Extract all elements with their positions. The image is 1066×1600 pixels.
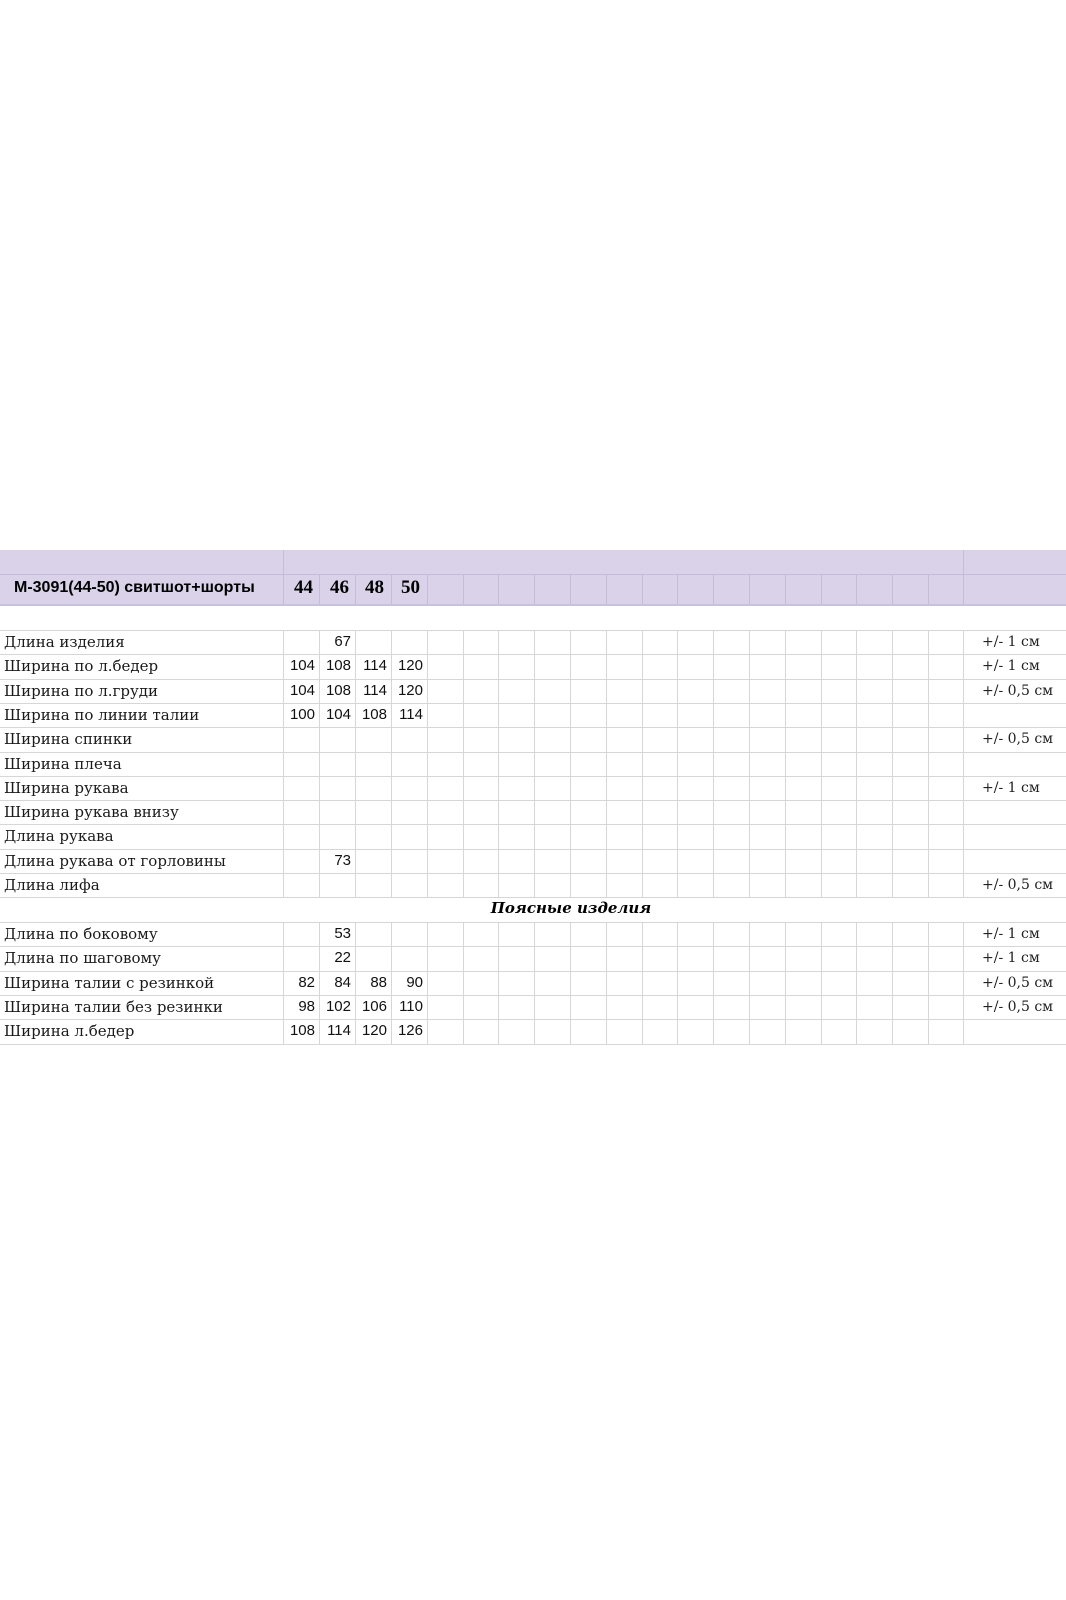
grid-column-line [713, 922, 714, 1044]
grid-column-line [606, 574, 607, 604]
grid-column-line [498, 630, 499, 897]
size-value-cell: 84 [334, 973, 351, 991]
grid-row-line [0, 727, 1066, 728]
size-header-44: 44 [294, 577, 313, 598]
grid-column-line [642, 574, 643, 604]
size-value-cell [355, 849, 387, 873]
size-value-cell [319, 752, 351, 776]
size-value-cell [391, 752, 423, 776]
row-label: Ширина рукава [4, 778, 129, 797]
grid-row-line [0, 679, 1066, 680]
size-value-cell [283, 752, 315, 776]
tolerance-value: +/- 0,5 см [982, 731, 1054, 748]
size-value-cell: 120 [397, 681, 423, 699]
grid-column-line [821, 922, 822, 1044]
tolerance-value: +/- 1 см [982, 950, 1040, 967]
grid-column-line [785, 630, 786, 897]
size-value-cell: 100 [289, 705, 315, 723]
grid-column-line [463, 630, 464, 897]
grid-column-line [498, 922, 499, 1044]
grid-column-line [928, 574, 929, 604]
size-value-cell: 126 [397, 1022, 423, 1040]
size-value-cell [283, 727, 315, 751]
size-value-cell: 120 [397, 657, 423, 675]
grid-column-line [856, 630, 857, 897]
tolerance-value: +/- 0,5 см [982, 998, 1054, 1015]
header-divider [0, 604, 1066, 606]
grid-column-line [642, 922, 643, 1044]
size-value-cell [391, 630, 423, 654]
grid-column-line [963, 550, 964, 604]
size-value-cell [391, 946, 423, 970]
size-value-cell [391, 849, 423, 873]
grid-column-line [963, 630, 964, 897]
size-value-cell: 88 [370, 973, 387, 991]
size-value-cell [355, 946, 387, 970]
grid-column-line [570, 922, 571, 1044]
size-value-cell [391, 873, 423, 897]
grid-row-line [0, 776, 1066, 777]
size-value-cell [283, 946, 315, 970]
size-value-cell [283, 776, 315, 800]
size-value-cell [355, 873, 387, 897]
size-value-cell: 104 [325, 705, 351, 723]
grid-row-line [0, 752, 1066, 753]
size-value-cell [355, 630, 387, 654]
grid-column-line [785, 922, 786, 1044]
size-value-cell [319, 800, 351, 824]
row-label: Длина по шаговому [4, 949, 161, 968]
grid-column-line [498, 574, 499, 604]
row-label: Ширина по л.бедер [4, 657, 159, 676]
size-value-cell: 106 [361, 997, 387, 1015]
row-label: Длина рукава от горловины [4, 851, 226, 870]
size-value-cell: 110 [399, 997, 423, 1015]
size-value-cell: 53 [334, 925, 351, 942]
size-value-cell: 67 [334, 633, 351, 650]
size-value-cell: 108 [289, 1022, 315, 1040]
grid-column-line [606, 922, 607, 1044]
grid-column-line [713, 574, 714, 604]
row-label: Ширина талии с резинкой [4, 973, 215, 992]
grid-column-line [534, 574, 535, 604]
section-title: Поясные изделия [490, 899, 652, 917]
row-label: Ширина по линии талии [4, 705, 200, 724]
grid-row-line [0, 824, 1066, 825]
grid-row-line [0, 630, 1066, 631]
grid-column-line [785, 574, 786, 604]
grid-column-line [892, 574, 893, 604]
tolerance-value: +/- 0,5 см [982, 974, 1054, 991]
size-value-cell: 108 [325, 657, 351, 675]
grid-column-line [677, 574, 678, 604]
size-value-cell: 104 [289, 657, 315, 675]
size-value-cell: 98 [298, 997, 315, 1015]
size-header-46: 46 [330, 577, 349, 598]
row-label: Ширина рукава внизу [4, 803, 179, 822]
size-value-cell [283, 849, 315, 873]
grid-column-line [963, 922, 964, 1044]
grid-row-line [0, 1044, 1066, 1045]
row-label: Ширина по л.груди [4, 681, 159, 700]
grid-column-line [892, 630, 893, 897]
size-value-cell: 90 [406, 973, 423, 991]
tolerance-value: +/- 1 см [982, 658, 1040, 675]
grid-column-line [749, 922, 750, 1044]
size-value-cell [355, 824, 387, 848]
size-value-cell [355, 752, 387, 776]
grid-column-line [606, 630, 607, 897]
grid-column-line [534, 922, 535, 1044]
grid-column-line [713, 630, 714, 897]
size-value-cell [283, 922, 315, 946]
size-value-cell: 120 [361, 1022, 387, 1040]
size-value-cell: 73 [334, 851, 351, 869]
grid-column-line [892, 922, 893, 1044]
row-label: Ширина спинки [4, 730, 133, 749]
tolerance-value: +/- 0,5 см [982, 682, 1054, 699]
size-value-cell [355, 922, 387, 946]
grid-column-line [463, 922, 464, 1044]
grid-column-line [570, 574, 571, 604]
size-value-cell: 114 [327, 1022, 351, 1040]
grid-column-line [928, 630, 929, 897]
size-value-cell [355, 776, 387, 800]
size-value-cell [391, 776, 423, 800]
tolerance-value: +/- 0,5 см [982, 877, 1054, 893]
grid-column-line [642, 630, 643, 897]
size-value-cell [319, 824, 351, 848]
row-label: Ширина л.бедер [4, 1022, 135, 1041]
size-value-cell [391, 922, 423, 946]
size-value-cell: 22 [334, 949, 351, 967]
row-label: Длина изделия [4, 633, 125, 651]
tolerance-value: +/- 1 см [982, 634, 1040, 650]
grid-column-line [821, 574, 822, 604]
size-value-cell [319, 873, 351, 897]
size-header-50: 50 [401, 577, 420, 598]
size-value-cell: 108 [361, 705, 387, 723]
size-value-cell [283, 800, 315, 824]
size-value-cell [319, 727, 351, 751]
product-title: М-3091(44-50) свитшот+шорты [14, 579, 255, 596]
size-value-cell [391, 824, 423, 848]
size-value-cell: 114 [399, 705, 423, 723]
grid-column-line [570, 630, 571, 897]
row-label: Ширина талии без резинки [4, 997, 223, 1016]
grid-column-line [856, 922, 857, 1044]
size-value-cell [283, 630, 315, 654]
size-value-cell [391, 727, 423, 751]
row-label: Длина рукава [4, 827, 114, 846]
grid-column-line [677, 922, 678, 1044]
grid-column-line [928, 922, 929, 1044]
grid-column-line [749, 630, 750, 897]
grid-column-line [427, 922, 428, 1044]
size-value-cell: 104 [289, 681, 315, 699]
grid-column-line [463, 574, 464, 604]
size-table [0, 550, 1066, 1050]
tolerance-value: +/- 1 см [982, 779, 1040, 796]
tolerance-value: +/- 1 см [982, 926, 1040, 942]
grid-column-line [534, 630, 535, 897]
size-value-cell: 114 [363, 657, 387, 675]
size-value-cell: 82 [298, 973, 315, 991]
row-label: Длина по боковому [4, 925, 158, 943]
size-value-cell: 102 [325, 997, 351, 1015]
grid-column-line [677, 630, 678, 897]
size-value-cell [283, 824, 315, 848]
grid-column-line [283, 574, 284, 604]
size-value-cell [391, 800, 423, 824]
grid-row-line [0, 922, 1066, 923]
grid-column-line [427, 630, 428, 897]
size-header-48: 48 [365, 577, 384, 598]
size-value-cell [355, 800, 387, 824]
size-value-cell: 114 [363, 681, 387, 699]
size-value-cell [319, 776, 351, 800]
row-label: Ширина плеча [4, 754, 122, 773]
grid-row-line [0, 654, 1066, 655]
size-value-cell [355, 727, 387, 751]
grid-column-line [821, 630, 822, 897]
size-value-cell [283, 873, 315, 897]
grid-row-line [0, 873, 1066, 874]
size-value-cell: 108 [325, 681, 351, 699]
row-label: Длина лифа [4, 876, 100, 894]
grid-column-line [749, 574, 750, 604]
grid-column-line [856, 574, 857, 604]
grid-row-line [0, 1019, 1066, 1020]
